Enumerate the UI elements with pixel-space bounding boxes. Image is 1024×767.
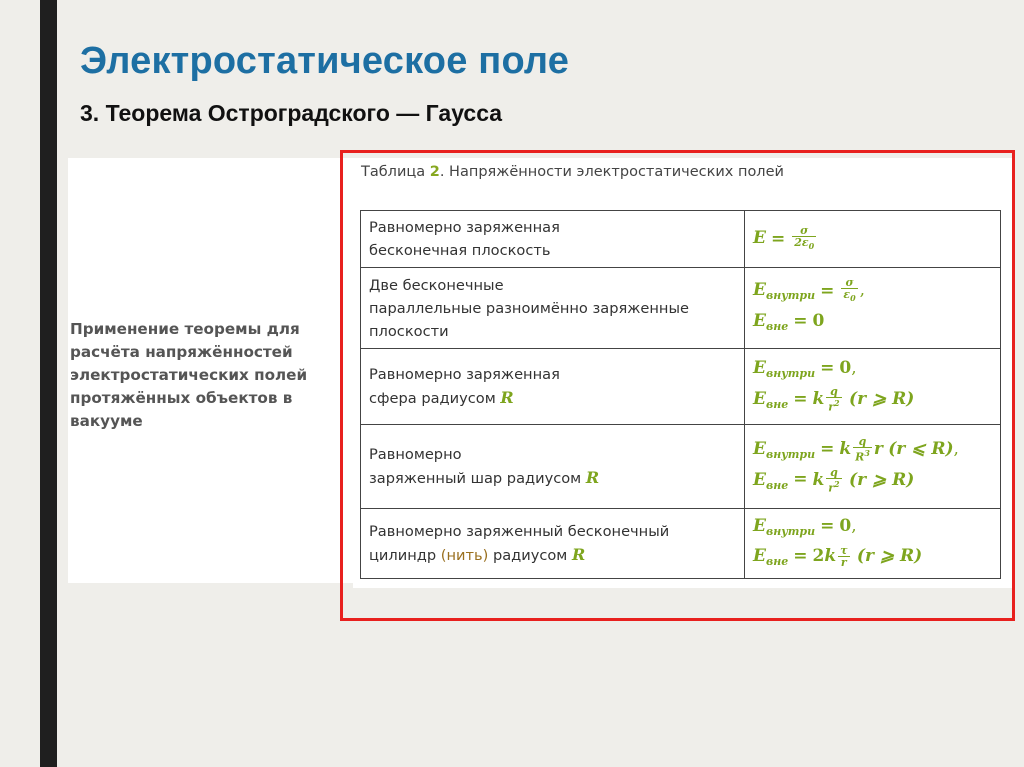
- formula-line: $E_{внутри} = 0$,: [753, 358, 857, 381]
- theorem-application-caption: Применение теоремы для расчёта напряжённостей электростатических полей протяжённых объектов в вакууме: [70, 320, 308, 430]
- left-accent-bar: [40, 0, 57, 767]
- radius-variable: R: [571, 545, 586, 564]
- table-caption-number: 2: [429, 164, 440, 180]
- radius-variable: R: [585, 468, 600, 487]
- row-description: Равномерно заряженный шар радиусом R: [361, 425, 745, 509]
- row-description: Две бесконечные параллельные разноимённо заряженные плоскости: [361, 268, 745, 349]
- highlight-frame: [340, 150, 1015, 621]
- row-description: Равномерно заряженная сфера радиусом R: [361, 349, 745, 425]
- formula-line: E = $\frac{\sigma}{2\varepsilon_0}$: [753, 224, 815, 252]
- slide-title: Электростатическое поле: [80, 40, 570, 82]
- slide-subtitle: 3. Теорема Остроградского — Гаусса: [80, 100, 503, 126]
- formula-line: $E_{вне} = 2k$ $\frac{\tau}{r}$ (r ⩾ R): [753, 543, 923, 569]
- table-caption-prefix: Таблица: [361, 164, 426, 180]
- formula-line: $E_{вне} = k$ $\frac{q}{r^2}$ (r ⩾ R): [753, 385, 915, 414]
- radius-variable: R: [500, 388, 514, 407]
- formula-line: $E_{внутри} = 0$,: [753, 515, 857, 538]
- row-description: Равномерно заряженная бесконечная плоскость: [361, 211, 745, 268]
- formula-line: $E_{вне} = k$ $\frac{q}{r^2}$ (r ⩾ R): [753, 465, 915, 495]
- formula-line: $E_{внутри} = k$ $\frac{q}{R^3}$ r (r ⩽ R),: [753, 434, 959, 464]
- formula-line: $E_{вне} = 0$: [753, 310, 825, 333]
- row-description: Равномерно заряженный бесконечный цилиндр (нить) радиусом R: [361, 509, 745, 579]
- table-caption-text: . Напряжённости электростатических полей: [439, 164, 784, 180]
- formula-line: $E_{внутри}$ = $\frac{\sigma}{\varepsilon_0}$ ,: [753, 276, 866, 304]
